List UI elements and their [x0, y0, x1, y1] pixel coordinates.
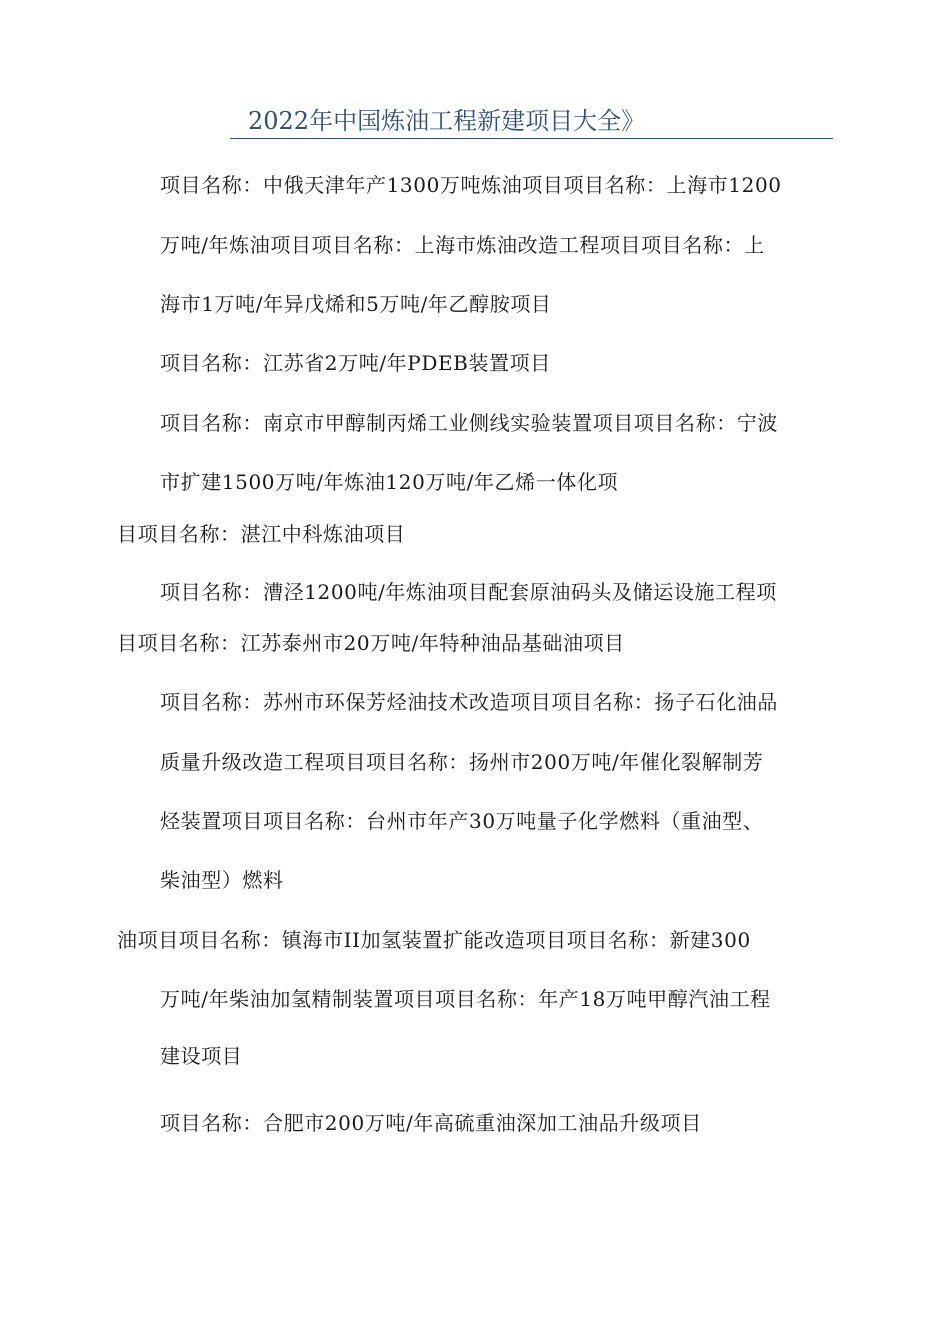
- document-title: 2022年中国炼油工程新建项目大全》: [248, 107, 646, 135]
- text-line: 海市1万吨/年异戊烯和5万吨/年乙醇胺项目: [160, 292, 552, 316]
- text-line: 油项目项目名称：镇海市II加氢装置扩能改造项目项目名称：新建300: [117, 928, 751, 952]
- text-line: 市扩建1500万吨/年炼油120万吨/年乙烯一体化项: [160, 470, 619, 494]
- text-line: 项目名称：合肥市200万吨/年高硫重油深加工油品升级项目: [160, 1111, 702, 1135]
- text-line: 目项目名称：湛江中科炼油项目: [117, 522, 406, 546]
- title-underline: [230, 102, 833, 139]
- text-line: 万吨/年柴油加氢精制装置项目项目名称：年产18万吨甲醇汽油工程: [160, 987, 771, 1011]
- text-line: 烃装置项目项目名称：台州市年产30万吨量子化学燃料（重油型、: [160, 809, 764, 833]
- text-line: 质量升级改造工程项目项目名称：扬州市200万吨/年催化裂解制芳: [160, 750, 764, 774]
- text-line: 项目名称：漕泾1200吨/年炼油项目配套原油码头及储运设施工程项: [160, 580, 777, 604]
- text-line: 目项目名称：江苏泰州市20万吨/年特种油品基础油项目: [117, 631, 625, 655]
- text-line: 项目名称：南京市甲醇制丙烯工业侧线实验装置项目项目名称：宁波: [160, 411, 778, 435]
- text-line: 建设项目: [160, 1044, 243, 1068]
- text-line: 柴油型）燃料: [160, 868, 284, 892]
- text-line: 项目名称：江苏省2万吨/年PDEB装置项目: [160, 351, 551, 375]
- text-line: 万吨/年炼油项目项目名称：上海市炼油改造工程项目项目名称：上: [160, 233, 765, 257]
- text-line: 项目名称：中俄天津年产1300万吨炼油项目项目名称：上海市1200: [160, 173, 782, 197]
- text-line: 项目名称：苏州市环保芳烃油技术改造项目项目名称：扬子石化油品: [160, 690, 778, 714]
